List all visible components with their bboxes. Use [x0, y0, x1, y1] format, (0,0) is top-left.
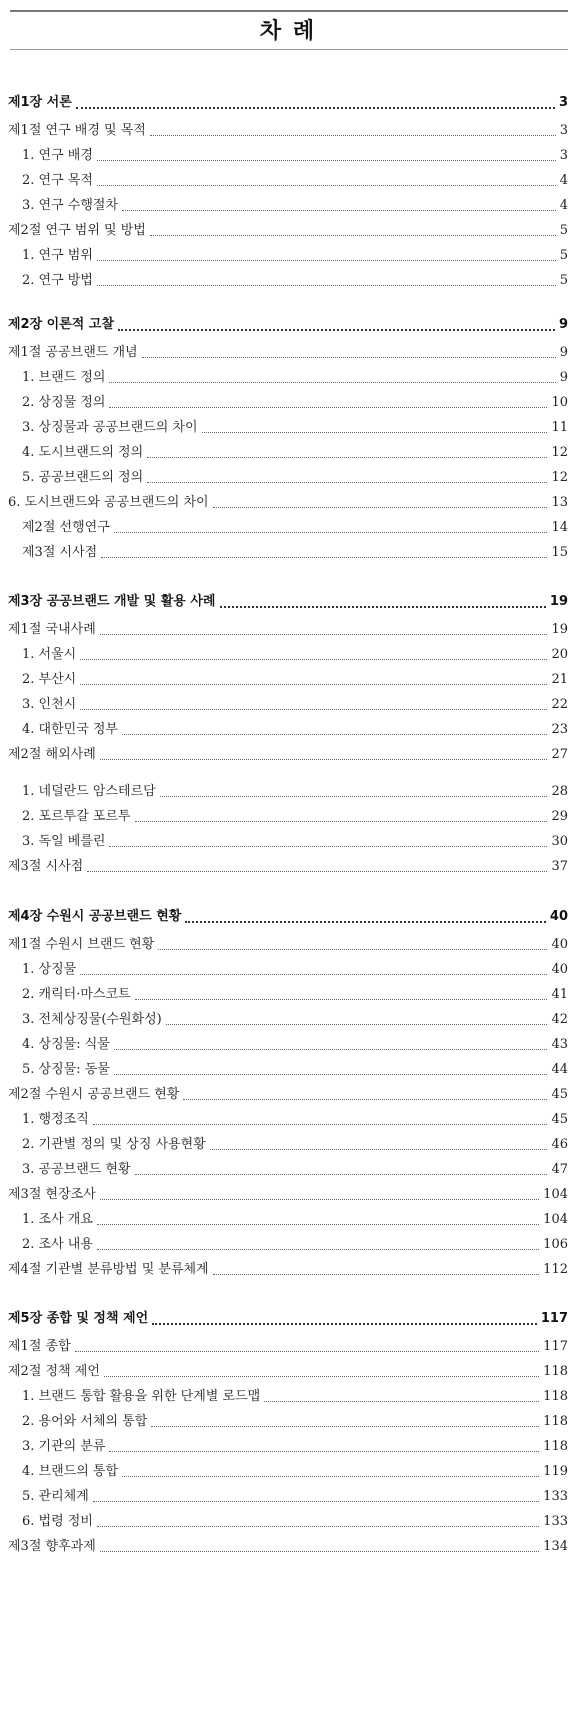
toc-section-row[interactable]: [0, 1084, 576, 1106]
toc-entry-label: 1. 상징물: [22, 962, 77, 977]
toc-item-row[interactable]: [0, 170, 576, 192]
toc-item-row[interactable]: [0, 669, 576, 691]
dot-leader: [213, 507, 547, 508]
dot-leader: [122, 210, 556, 211]
toc-item-row[interactable]: [0, 270, 576, 292]
toc-entry-label: 제1절 종합: [8, 1339, 71, 1354]
toc-item-row[interactable]: [0, 467, 576, 489]
toc-page-number: 37: [551, 859, 568, 874]
toc-entry-label: 5. 상징물: 동물: [22, 1062, 110, 1077]
toc-page-number: 19: [549, 594, 568, 609]
dot-leader: [97, 285, 556, 286]
toc-section-row[interactable]: [0, 1361, 576, 1383]
toc-entry-label: 1. 조사 개요: [22, 1212, 93, 1227]
dot-leader: [122, 734, 547, 735]
dot-leader: [135, 821, 547, 822]
toc-item-row[interactable]: [0, 145, 576, 167]
toc-page-number: 21: [551, 672, 568, 687]
toc-item-row[interactable]: [0, 1109, 576, 1131]
toc-entry-label: 2. 포르투갈 포르투: [22, 809, 131, 824]
toc-item-row[interactable]: [0, 1209, 576, 1231]
dot-leader: [97, 160, 556, 161]
dot-leader: [210, 1149, 547, 1150]
dot-leader: [75, 1351, 539, 1352]
toc-page-number: 3: [559, 148, 568, 163]
toc-entry-label: 6. 도시브랜드와 공공브랜드의 차이: [8, 495, 209, 510]
toc-entry-label: 제1절 연구 배경 및 목적: [8, 123, 146, 138]
toc-section-row[interactable]: [0, 934, 576, 956]
toc-page-number: 45: [551, 1087, 568, 1102]
toc-page-number: 118: [543, 1439, 568, 1454]
toc-entry-label: 제1절 국내사례: [8, 622, 96, 637]
toc-page-number: 40: [551, 937, 568, 952]
dot-leader: [152, 1323, 537, 1325]
dot-leader: [213, 1274, 539, 1275]
toc-entry-label: 2. 부산시: [22, 672, 77, 687]
toc-entry-label: 제2절 해외사례: [8, 747, 96, 762]
toc-entry-label: 제1장 서론: [8, 95, 72, 110]
toc-entry-label: 4. 상징물: 식물: [22, 1037, 110, 1052]
toc-chapter-row[interactable]: [0, 1308, 576, 1330]
dot-leader: [100, 759, 547, 760]
dot-leader: [114, 532, 547, 533]
toc-page-number: 22: [551, 697, 568, 712]
toc-section-row[interactable]: [0, 1184, 576, 1206]
toc-item-row[interactable]: [0, 984, 576, 1006]
dot-leader: [122, 1476, 539, 1477]
dot-leader: [97, 1224, 539, 1225]
toc-page-number: 134: [543, 1539, 568, 1554]
toc-section-row[interactable]: [0, 492, 576, 514]
toc-page-number: 30: [551, 834, 568, 849]
toc-page-number: 9: [558, 317, 568, 332]
toc-entry-label: 제1절 공공브랜드 개념: [8, 345, 138, 360]
toc-page-number: 104: [543, 1212, 568, 1227]
toc-page-number: 46: [551, 1137, 568, 1152]
toc-page-number: 42: [551, 1012, 568, 1027]
toc-entry-label: 2. 조사 내용: [22, 1237, 93, 1252]
toc-item-row[interactable]: [0, 1009, 576, 1031]
toc-page-number: 28: [551, 784, 568, 799]
dot-leader: [135, 1174, 547, 1175]
toc-page-number: 11: [551, 420, 568, 435]
toc-section-row[interactable]: [0, 619, 576, 641]
toc-entry-label: 1. 네덜란드 암스테르담: [22, 784, 156, 799]
dot-leader: [109, 846, 547, 847]
toc-entry-label: 2. 용어와 서체의 통합: [22, 1414, 148, 1429]
toc-entry-label: 4. 대한민국 정부: [22, 722, 119, 737]
toc-entry-label: 제1절 수원시 브랜드 현황: [8, 937, 155, 952]
toc-entry-label: 3. 전체상징물(수원화성): [22, 1012, 162, 1027]
toc-page-number: 5: [559, 273, 568, 288]
toc-chapter-row[interactable]: [0, 314, 576, 336]
toc-page-number: 4: [559, 198, 568, 213]
toc-item-row[interactable]: [0, 959, 576, 981]
toc-entry-label: 1. 행정조직: [22, 1112, 89, 1127]
toc-page-number: 112: [543, 1262, 568, 1277]
toc-chapter-row[interactable]: [0, 92, 576, 114]
dot-leader: [76, 107, 555, 109]
toc-page-number: 40: [549, 909, 568, 924]
toc-page-number: 41: [551, 987, 568, 1002]
dot-leader: [100, 1551, 539, 1552]
toc-entry-label: 제3절 향후과제: [8, 1539, 96, 1554]
dot-leader: [151, 1426, 539, 1427]
dot-leader: [93, 1124, 547, 1125]
dot-leader: [101, 557, 547, 558]
toc-entry-label: 2. 연구 목적: [22, 173, 93, 188]
dot-leader: [97, 1249, 539, 1250]
dot-leader: [80, 684, 547, 685]
toc-item-row[interactable]: [0, 1411, 576, 1433]
dot-leader: [100, 634, 547, 635]
toc-item-row[interactable]: [0, 719, 576, 741]
toc-entry-label: 1. 서울시: [22, 647, 77, 662]
dot-leader: [147, 457, 547, 458]
toc-entry-label: 4. 브랜드의 통합: [22, 1464, 119, 1479]
dot-leader: [104, 1376, 539, 1377]
toc-page-number: 4: [559, 173, 568, 188]
toc-page-number: 12: [551, 470, 568, 485]
toc-page-number: 3: [558, 95, 568, 110]
toc-entry-label: 제5장 종합 및 정책 제언: [8, 1311, 149, 1326]
toc-page-number: 104: [543, 1187, 568, 1202]
toc-page-number: 117: [540, 1311, 568, 1326]
toc-entry-label: 제4절 기관별 분류방법 및 분류체계: [8, 1262, 209, 1277]
dot-leader: [166, 1024, 547, 1025]
toc-entry-label: 제3절 시사점: [22, 545, 98, 560]
title-rule: [10, 49, 568, 50]
toc-entry-label: 제4장 수원시 공공브랜드 현황: [8, 909, 182, 924]
toc-page-number: 118: [543, 1414, 568, 1429]
toc-item-row[interactable]: [0, 1034, 576, 1056]
toc-entry-label: 3. 연구 수행절차: [22, 198, 119, 213]
dot-leader: [118, 329, 555, 331]
toc-item-row[interactable]: [0, 1511, 576, 1533]
dot-leader: [202, 432, 547, 433]
toc-section-row[interactable]: [0, 1336, 576, 1358]
toc-item-row[interactable]: [0, 644, 576, 666]
toc-page-number: 118: [543, 1364, 568, 1379]
toc-item-row[interactable]: [0, 542, 576, 564]
toc-item-row[interactable]: [0, 806, 576, 828]
toc-entry-label: 제3장 공공브랜드 개발 및 활용 사례: [8, 594, 216, 609]
toc-page-number: 9: [559, 345, 568, 360]
toc-item-row[interactable]: [0, 1486, 576, 1508]
toc-page-number: 118: [543, 1389, 568, 1404]
dot-leader: [87, 871, 547, 872]
toc-entry-label: 제3절 현장조사: [8, 1187, 96, 1202]
toc-entry-label: 제2절 연구 범위 및 방법: [8, 223, 146, 238]
toc-entry-label: 제2절 정책 제언: [8, 1364, 100, 1379]
toc-page-number: 5: [559, 223, 568, 238]
toc-item-row[interactable]: [0, 781, 576, 803]
toc-page-number: 20: [551, 647, 568, 662]
dot-leader: [135, 999, 547, 1000]
toc-page-number: 9: [559, 370, 568, 385]
toc-page-number: 133: [543, 1514, 568, 1529]
dot-leader: [80, 974, 547, 975]
toc-entry-label: 제3절 시사점: [8, 859, 84, 874]
toc-page-number: 133: [543, 1489, 568, 1504]
toc-entry-label: 3. 상징물과 공공브랜드의 차이: [22, 420, 198, 435]
dot-leader: [147, 482, 547, 483]
dot-leader: [97, 1526, 539, 1527]
toc-section-row[interactable]: [0, 220, 576, 242]
toc-section-row[interactable]: [0, 342, 576, 364]
dot-leader: [264, 1401, 539, 1402]
dot-leader: [80, 659, 547, 660]
toc-item-row[interactable]: [0, 442, 576, 464]
toc-item-row[interactable]: [0, 1386, 576, 1408]
toc-page-number: 27: [551, 747, 568, 762]
toc-entry-label: 2. 캐릭터·마스코트: [22, 987, 131, 1002]
dot-leader: [80, 709, 547, 710]
toc-page-number: 40: [551, 962, 568, 977]
toc-entry-label: 1. 브랜드 정의: [22, 370, 106, 385]
toc-item-row[interactable]: [0, 1134, 576, 1156]
toc-page-number: 23: [551, 722, 568, 737]
toc-entry-label: 3. 인천시: [22, 697, 77, 712]
toc-page-number: 47: [551, 1162, 568, 1177]
dot-leader: [220, 606, 546, 608]
toc-section-row[interactable]: [0, 120, 576, 142]
toc-page-number: 10: [551, 395, 568, 410]
toc-page-number: 45: [551, 1112, 568, 1127]
page-title: 차 례: [259, 19, 317, 44]
dot-leader: [100, 1199, 539, 1200]
dot-leader: [142, 357, 556, 358]
toc-entry-label: 1. 브랜드 통합 활용을 위한 단계별 로드맵: [22, 1389, 261, 1404]
toc-item-row[interactable]: [0, 367, 576, 389]
toc-page-number: 15: [551, 545, 568, 560]
dot-leader: [158, 949, 547, 950]
toc-page-number: 3: [559, 123, 568, 138]
toc-chapter-row[interactable]: [0, 906, 576, 928]
dot-leader: [93, 1501, 539, 1502]
dot-leader: [97, 185, 556, 186]
toc-page-number: 29: [551, 809, 568, 824]
toc-item-row[interactable]: [0, 831, 576, 853]
toc-entry-label: 제2절 수원시 공공브랜드 현황: [8, 1087, 180, 1102]
toc-page-number: 119: [543, 1464, 568, 1479]
dot-leader: [160, 796, 547, 797]
toc-page-number: 117: [543, 1339, 568, 1354]
toc-page-number: 5: [559, 248, 568, 263]
toc-item-row[interactable]: [0, 694, 576, 716]
dot-leader: [109, 1451, 539, 1452]
toc-item-row[interactable]: [0, 517, 576, 539]
toc-entry-label: 5. 관리체계: [22, 1489, 89, 1504]
dot-leader: [114, 1074, 547, 1075]
toc-entry-label: 5. 공공브랜드의 정의: [22, 470, 144, 485]
toc-entry-label: 2. 상징물 정의: [22, 395, 106, 410]
dot-leader: [150, 235, 556, 236]
toc-item-row[interactable]: [0, 1436, 576, 1458]
toc-entry-label: 1. 연구 범위: [22, 248, 93, 263]
toc-section-row[interactable]: [0, 856, 576, 878]
toc-entry-label: 3. 독일 베를린: [22, 834, 106, 849]
toc-page-number: 43: [551, 1037, 568, 1052]
dot-leader: [97, 260, 556, 261]
dot-leader: [183, 1099, 547, 1100]
toc-page-number: 14: [551, 520, 568, 535]
dot-leader: [109, 407, 547, 408]
dot-leader: [150, 135, 556, 136]
toc-page-number: 106: [543, 1237, 568, 1252]
toc-entry-label: 1. 연구 배경: [22, 148, 93, 163]
toc-entry-label: 2. 연구 방법: [22, 273, 93, 288]
toc-entry-label: 3. 기관의 분류: [22, 1439, 106, 1454]
toc-item-row[interactable]: [0, 245, 576, 267]
toc-section-row[interactable]: [0, 1536, 576, 1558]
toc-entry-label: 2. 기관별 정의 및 상징 사용현황: [22, 1137, 206, 1152]
toc-entry-label: 4. 도시브랜드의 정의: [22, 445, 144, 460]
dot-leader: [185, 921, 546, 923]
toc-item-row[interactable]: [0, 195, 576, 217]
toc-page-number: 44: [551, 1062, 568, 1077]
toc-section-row[interactable]: [0, 1259, 576, 1281]
toc-entry-label: 6. 법령 정비: [22, 1514, 93, 1529]
toc-page-number: 19: [551, 622, 568, 637]
toc-page-number: 13: [551, 495, 568, 510]
dot-leader: [114, 1049, 547, 1050]
toc-item-row[interactable]: [0, 1059, 576, 1081]
toc-chapter-row[interactable]: [0, 591, 576, 613]
toc-item-row[interactable]: [0, 1234, 576, 1256]
top-rule: [10, 10, 568, 12]
toc-item-row[interactable]: [0, 1461, 576, 1483]
toc-item-row[interactable]: [0, 392, 576, 414]
toc-section-row[interactable]: [0, 744, 576, 766]
dot-leader: [109, 382, 556, 383]
toc-page-number: 12: [551, 445, 568, 460]
toc-entry-label: 제2장 이론적 고찰: [8, 317, 115, 332]
toc-entry-label: 제2절 선행연구: [22, 520, 110, 535]
toc-item-row[interactable]: [0, 1159, 576, 1181]
toc-entry-label: 3. 공공브랜드 현황: [22, 1162, 131, 1177]
toc-item-row[interactable]: [0, 417, 576, 439]
